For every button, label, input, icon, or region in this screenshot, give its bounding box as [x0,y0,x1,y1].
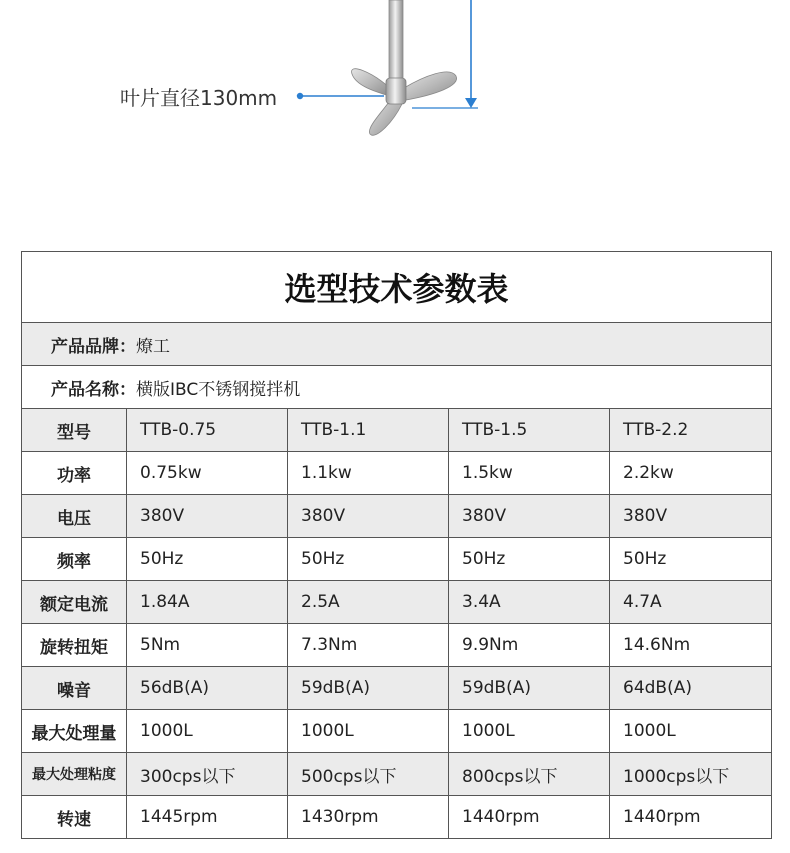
value-cell: 64dB(A) [610,667,772,710]
value-cell: 56dB(A) [127,667,288,710]
value-cell: 1.1kw [288,452,449,495]
table-row [22,495,772,538]
value-cell: 380V [449,495,610,538]
product-name-row [22,366,772,409]
propeller-blade-left [352,69,390,96]
value-cell: 1.5kw [449,452,610,495]
propeller-hub [386,78,406,104]
value-cell: 14.6Nm [610,624,772,667]
value-cell: 59dB(A) [449,667,610,710]
value-cell: 1.84A [127,581,288,624]
value-cell: 4.7A [610,581,772,624]
value-cell: 1000cps以下 [610,753,772,796]
agitator-shaft [389,0,403,80]
table-row [22,624,772,667]
value-cell: 1440rpm [449,796,610,839]
model-cell: TTB-2.2 [610,409,772,452]
row-label: 型号 [22,409,127,452]
table-row [22,667,772,710]
value-cell: 50Hz [449,538,610,581]
blade-leader-dot [297,93,303,99]
spec-table [21,251,772,839]
row-label: 旋转扭矩 [22,624,127,667]
value-cell: 50Hz [127,538,288,581]
table-row [22,538,772,581]
value-cell: 1000L [610,710,772,753]
table-row [22,753,772,796]
table-row [22,710,772,753]
row-label: 转速 [22,796,127,839]
row-label: 电压 [22,495,127,538]
table-row [22,581,772,624]
value-cell: 800cps以下 [449,753,610,796]
table-title-row [22,252,772,323]
value-cell: 380V [127,495,288,538]
value-cell: 1000L [288,710,449,753]
value-cell: 2.5A [288,581,449,624]
value-cell: 1445rpm [127,796,288,839]
row-label: 噪音 [22,667,127,710]
value-cell: 50Hz [288,538,449,581]
propeller-illustration [0,0,790,200]
propeller-blade-right [404,72,457,100]
row-label: 最大处理粘度 [22,753,127,796]
value-cell: 500cps以下 [288,753,449,796]
row-label: 额定电流 [22,581,127,624]
table-row [22,452,772,495]
value-cell: 1430rpm [288,796,449,839]
value-cell: 5Nm [127,624,288,667]
value-cell: 380V [610,495,772,538]
model-header-row [22,409,772,452]
brand-row [22,323,772,366]
value-cell: 50Hz [610,538,772,581]
model-cell: TTB-1.5 [449,409,610,452]
blade-diameter-label: 叶片直径130mm [120,86,278,110]
value-cell: 1000L [449,710,610,753]
row-label: 功率 [22,452,127,495]
product-name-cell [22,366,772,409]
row-label: 频率 [22,538,127,581]
model-cell: TTB-1.1 [288,409,449,452]
value-cell: 3.4A [449,581,610,624]
row-label: 最大处理量 [22,710,127,753]
value-cell: 7.3Nm [288,624,449,667]
value-cell: 300cps以下 [127,753,288,796]
value-cell: 1000L [127,710,288,753]
table-title: 选型技术参数表 [22,252,772,323]
value-cell: 380V [288,495,449,538]
height-dimension-arrow [465,98,477,108]
value-cell: 9.9Nm [449,624,610,667]
brand-cell [22,323,772,366]
value-cell: 2.2kw [610,452,772,495]
value-cell: 1440rpm [610,796,772,839]
brand-label: 产品品牌： [51,336,136,357]
product-name-value: 横版IBC不锈钢搅拌机 [136,379,301,400]
brand-value: 燎工 [136,336,170,357]
product-name-label: 产品名称： [51,379,136,400]
table-row [22,796,772,839]
model-cell: TTB-0.75 [127,409,288,452]
value-cell: 0.75kw [127,452,288,495]
value-cell: 59dB(A) [288,667,449,710]
